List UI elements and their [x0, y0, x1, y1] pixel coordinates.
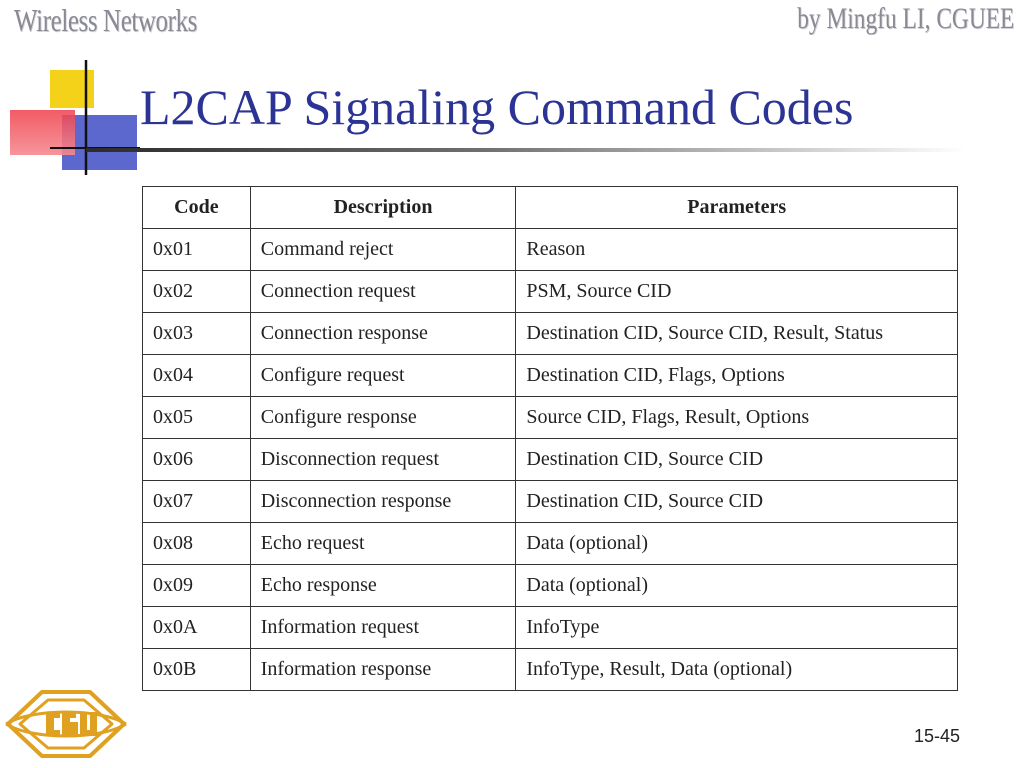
cell-parameters: Data (optional) [516, 565, 958, 607]
cell-description: Disconnection response [250, 481, 516, 523]
cell-description: Echo request [250, 523, 516, 565]
cell-code: 0x0A [143, 607, 251, 649]
cell-code: 0x07 [143, 481, 251, 523]
cell-code: 0x0B [143, 649, 251, 691]
cell-description: Configure request [250, 355, 516, 397]
cell-description: Command reject [250, 229, 516, 271]
cell-code: 0x08 [143, 523, 251, 565]
cell-code: 0x04 [143, 355, 251, 397]
university-logo-icon [2, 684, 130, 764]
cell-parameters: Destination CID, Source CID, Result, Status [516, 313, 958, 355]
table-row [143, 271, 958, 313]
square-bullet-decoration-icon [0, 55, 150, 180]
cell-description: Echo response [250, 565, 516, 607]
table-row [143, 397, 958, 439]
cell-code: 0x02 [143, 271, 251, 313]
cell-description: Connection request [250, 271, 516, 313]
cell-parameters: InfoType [516, 607, 958, 649]
cell-code: 0x03 [143, 313, 251, 355]
cell-parameters: InfoType, Result, Data (optional) [516, 649, 958, 691]
table-row [143, 649, 958, 691]
table-header-row [143, 187, 958, 229]
table-row [143, 439, 958, 481]
column-header-code: Code [143, 187, 251, 229]
slide-title: L2CAP Signaling Command Codes [140, 79, 854, 135]
cell-parameters: Source CID, Flags, Result, Options [516, 397, 958, 439]
cell-parameters: Destination CID, Source CID [516, 481, 958, 523]
column-header-parameters: Parameters [516, 187, 958, 229]
cell-description: Information response [250, 649, 516, 691]
cell-code: 0x05 [143, 397, 251, 439]
cell-code: 0x06 [143, 439, 251, 481]
page-number: 15-45 [913, 726, 960, 746]
cell-code: 0x09 [143, 565, 251, 607]
table-row [143, 229, 958, 271]
column-header-description: Description [250, 187, 516, 229]
cell-description: Information request [250, 607, 516, 649]
cell-parameters: Data (optional) [516, 523, 958, 565]
cell-description: Configure response [250, 397, 516, 439]
cell-parameters: Destination CID, Source CID [516, 439, 958, 481]
cell-description: Connection response [250, 313, 516, 355]
cell-parameters: PSM, Source CID [516, 271, 958, 313]
table-row [143, 355, 958, 397]
table-row [143, 481, 958, 523]
cell-code: 0x01 [143, 229, 251, 271]
header-author: by Mingfu LI, CGUEE [796, 2, 1014, 35]
table-row [143, 313, 958, 355]
table-row [143, 565, 958, 607]
cell-description: Disconnection request [250, 439, 516, 481]
title-underline [86, 148, 966, 152]
cell-parameters: Destination CID, Flags, Options [516, 355, 958, 397]
table-row [143, 523, 958, 565]
cell-parameters: Reason [516, 229, 958, 271]
command-codes-table [142, 186, 958, 691]
table-row [143, 607, 958, 649]
header-course-title: Wireless Networks [14, 2, 197, 38]
